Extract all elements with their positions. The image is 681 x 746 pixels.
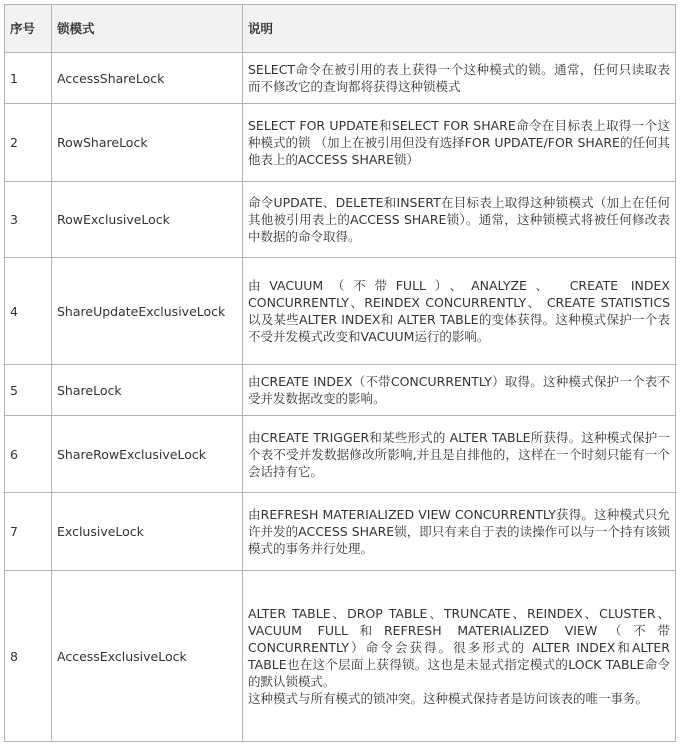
row-no: 3	[5, 182, 52, 258]
desc-paragraph: 由REFRESH MATERIALIZED VIEW CONCURRENTLY获得。这种模式只允许并发的ACCESS SHARE锁，即只有来自于表的读操作可以与一个持有该锁模式的事务并行处理。	[248, 507, 670, 556]
desc-paragraph: 由CREATE INDEX（不带CONCURRENTLY）取得。这种模式保护一个表不受并发数据改变的影响。	[248, 374, 670, 406]
row-desc	[243, 416, 676, 493]
table-row	[5, 53, 676, 104]
row-desc	[243, 258, 676, 365]
table-row	[5, 416, 676, 493]
row-mode: ShareLock	[52, 365, 243, 416]
row-mode: AccessExclusiveLock	[52, 571, 243, 742]
desc-paragraph: 由VACUUM（不带FULL）、ANALYZE、 CREATE INDEX CONCURRENTLY、REINDEX CONCURRENTLY、 CREATE STATISTICS以及某些ALTER INDEX和 ALTER TABLE的变体获得。这种模式保护一个表不受并发模式改变和VACUUM运行的影响。	[248, 278, 670, 344]
row-no: 2	[5, 104, 52, 182]
row-desc	[243, 104, 676, 182]
row-no: 6	[5, 416, 52, 493]
row-no: 4	[5, 258, 52, 365]
header-row	[5, 5, 676, 53]
row-desc	[243, 493, 676, 571]
desc-paragraph: 由CREATE TRIGGER和某些形式的 ALTER TABLE所获得。这种模式保护一个表不受并发数据修改所影响,并且是自排他的，这样在一个时刻只能有一个会话持有它。	[248, 429, 670, 479]
row-mode: AccessShareLock	[52, 53, 243, 104]
row-no: 8	[5, 571, 52, 742]
row-mode: ExclusiveLock	[52, 493, 243, 571]
row-mode: RowShareLock	[52, 104, 243, 182]
table-row	[5, 493, 676, 571]
row-no: 1	[5, 53, 52, 104]
row-desc	[243, 571, 676, 742]
header-mode: 锁模式	[52, 5, 243, 53]
table-row	[5, 571, 676, 742]
table-row	[5, 104, 676, 182]
desc-paragraph: 命令UPDATE、DELETE和INSERT在目标表上取得这种锁模式（加上在任何其他被引用表上的ACCESS SHARE锁）。通常，这种锁模式将被任何修改表中数据的命令取得。	[248, 195, 670, 244]
row-desc	[243, 182, 676, 258]
row-desc	[243, 365, 676, 416]
row-mode: RowExclusiveLock	[52, 182, 243, 258]
row-mode: ShareRowExclusiveLock	[52, 416, 243, 493]
table-row	[5, 365, 676, 416]
row-desc	[243, 53, 676, 104]
desc-paragraph: ALTER TABLE、DROP TABLE、TRUNCATE、REINDEX、CLUSTER、VACUUM FULL和REFRESH MATERIALIZED VIEW（不带CONCURRENTLY）命令会获得。很多形式的 ALTER INDEX和ALTER TABLE也在这个层面上获得锁。这也是未显式指定模式的LOCK TABLE命令的默认锁模式。	[248, 606, 670, 689]
header-desc: 说明	[243, 5, 676, 53]
row-mode: ShareUpdateExclusiveLock	[52, 258, 243, 365]
row-no: 5	[5, 365, 52, 416]
row-no: 7	[5, 493, 52, 571]
table-row	[5, 182, 676, 258]
table-row	[5, 258, 676, 365]
header-no: 序号	[5, 5, 52, 53]
lock-mode-table	[4, 4, 676, 742]
desc-paragraph: SELECT FOR UPDATE和SELECT FOR SHARE命令在目标表上取得一个这种模式的锁 （加上在被引用但没有选择FOR UPDATE/FOR SHARE的任何其他表上的ACCESS SHARE锁）	[248, 118, 670, 167]
desc-paragraph: 这种模式与所有模式的锁冲突。这种模式保持者是访问该表的唯一事务。	[248, 691, 649, 706]
desc-paragraph: SELECT命令在被引用的表上获得一个这种模式的锁。通常，任何只读取表而不修改它的查询都将获得这种锁模式	[248, 62, 670, 94]
